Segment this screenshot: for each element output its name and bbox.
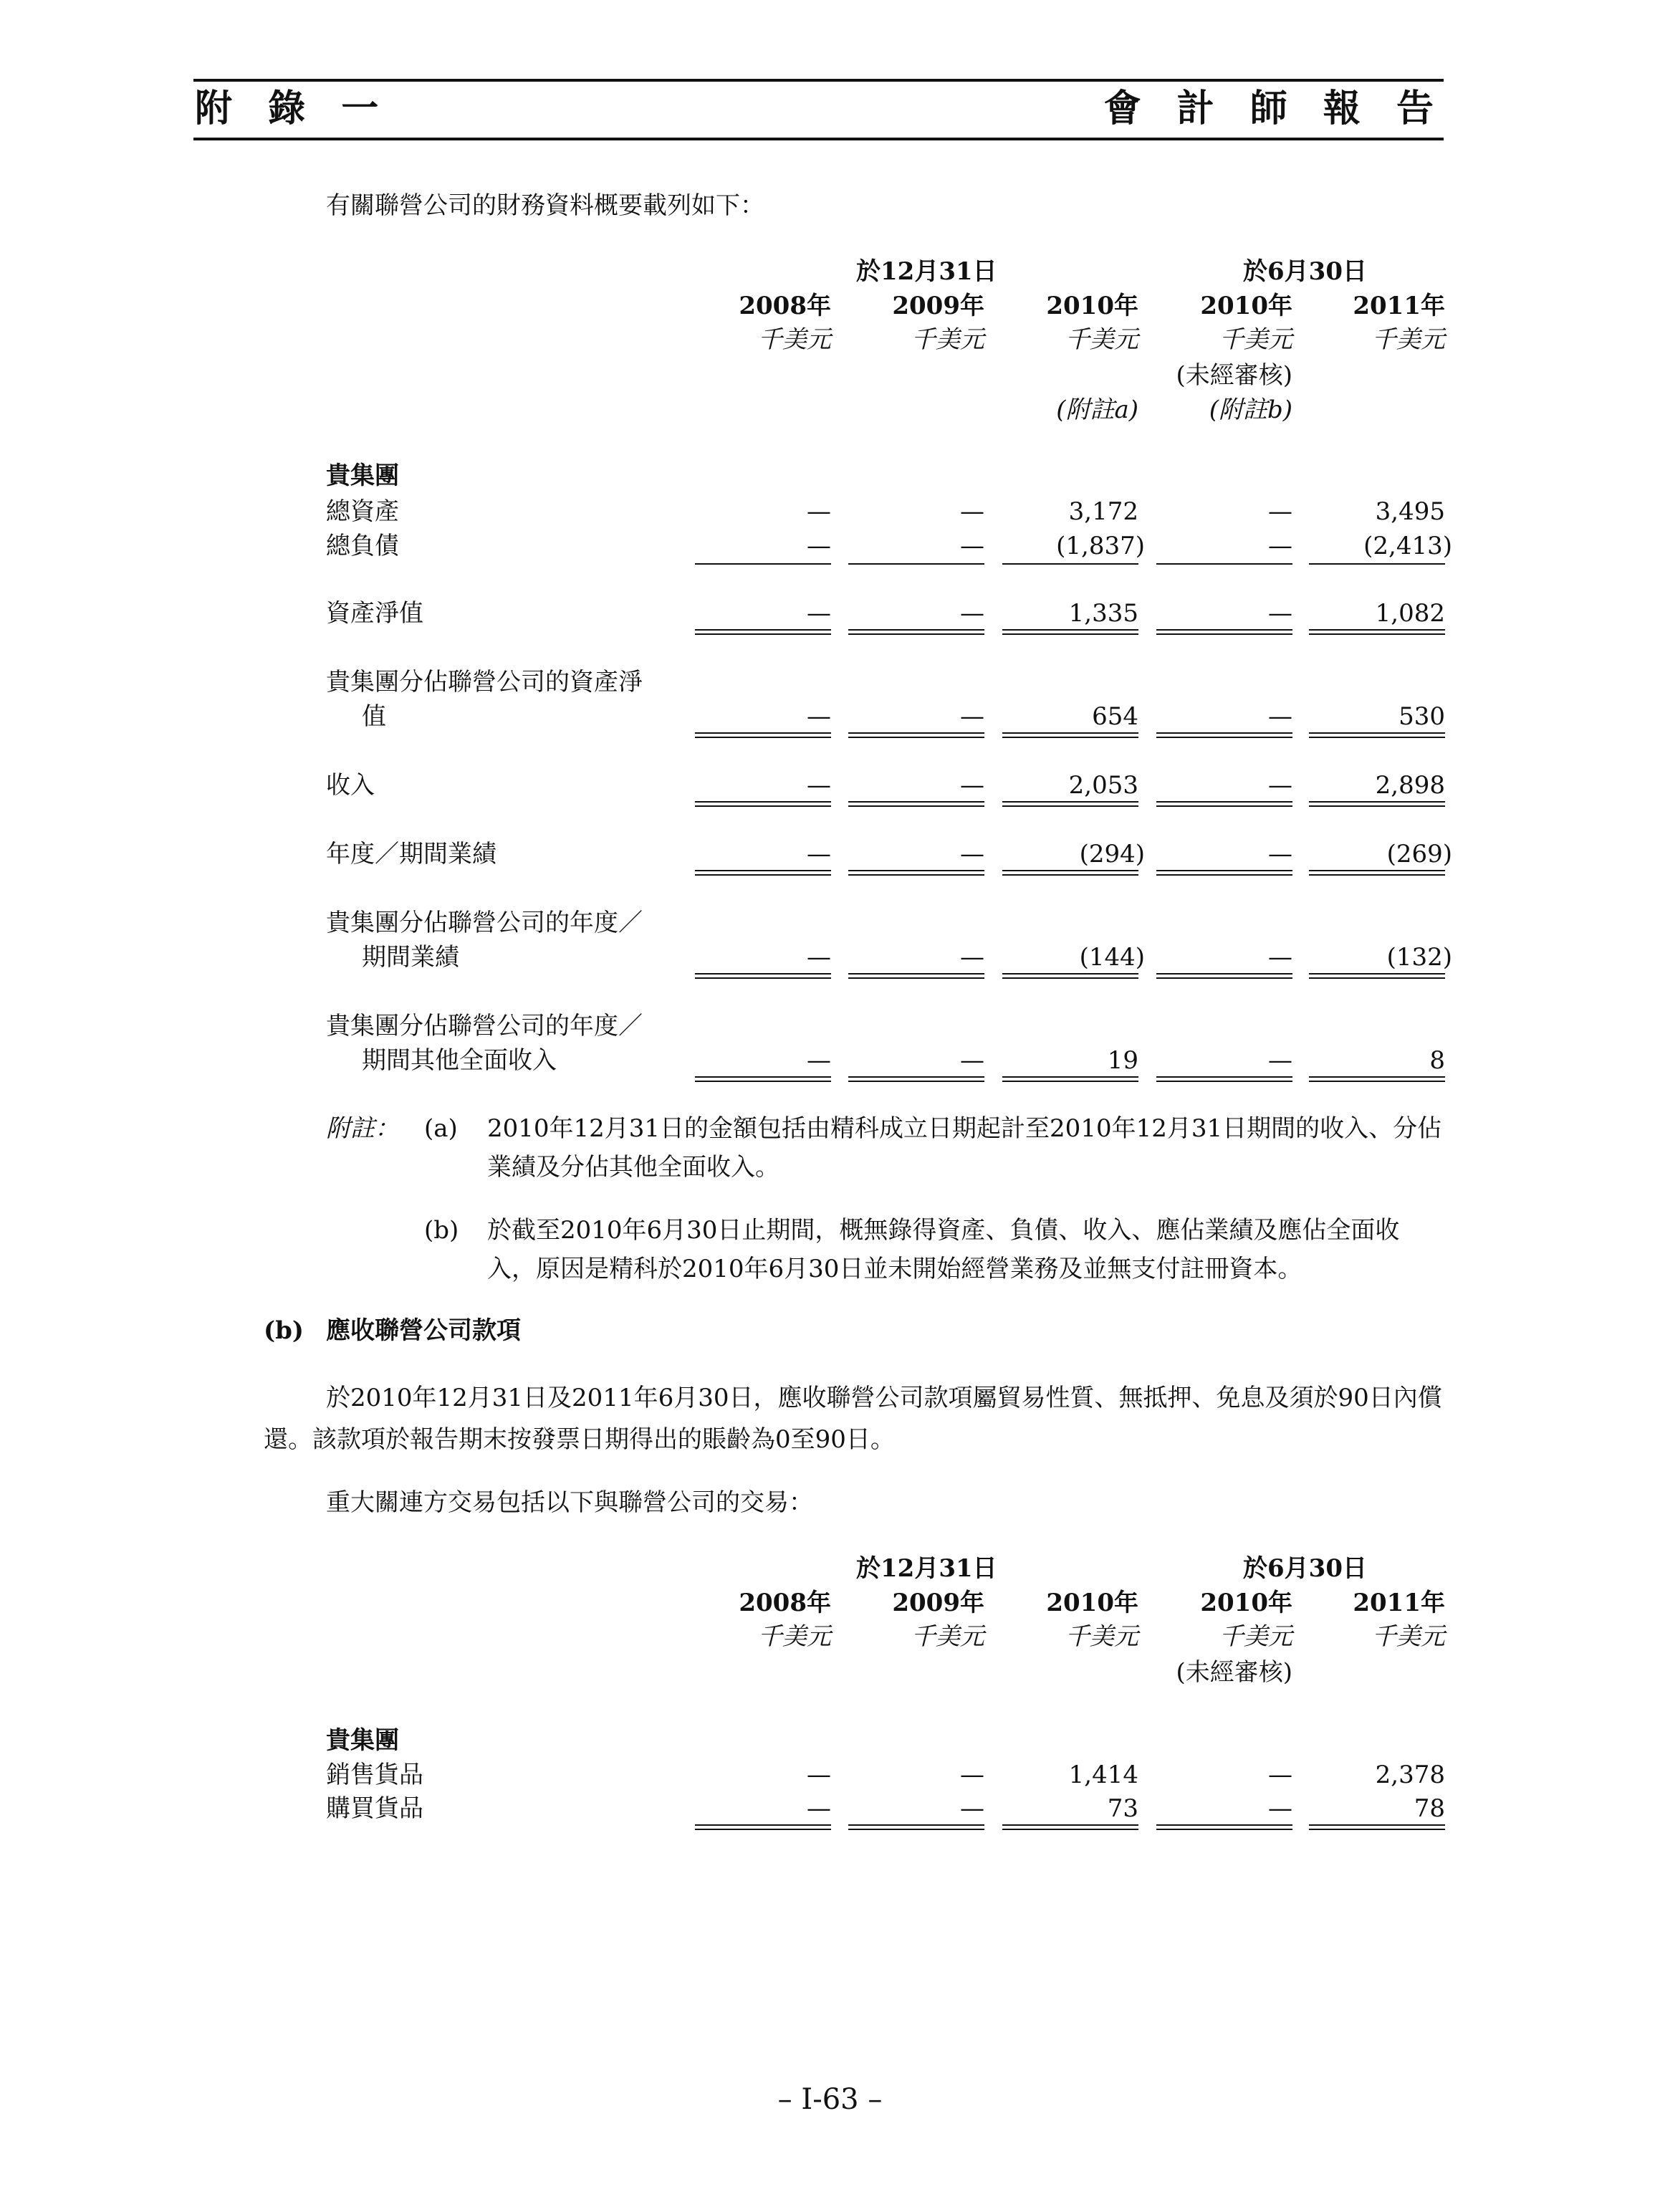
appendix-title: 附 錄 一 [195, 87, 390, 130]
cell: (2,413) [1363, 532, 1452, 560]
total-rule [848, 870, 984, 876]
header-rule-bottom [193, 138, 1444, 140]
intro-paragraph: 有關聯營公司的財務資料概要載列如下： [326, 191, 764, 220]
total-rule [695, 801, 831, 807]
total-rule [1002, 801, 1138, 807]
cell: 2,053 [1068, 771, 1138, 800]
group-header-dec-2: 於12月31日 [856, 1554, 997, 1583]
cell: — [1268, 599, 1292, 628]
total-rule [1309, 1824, 1445, 1830]
cell: 19 [1107, 1046, 1138, 1075]
cell: — [807, 1046, 831, 1075]
total-rule [695, 1824, 831, 1830]
cell: 530 [1398, 702, 1445, 731]
total-rule [1002, 629, 1138, 635]
unit-col3: 千美元 [1065, 325, 1138, 354]
cell: — [960, 840, 984, 868]
row-label-share-results-cont: 期間業績 [362, 943, 459, 972]
year-2010-jun: 2010年 [1200, 292, 1292, 320]
cell: — [1268, 771, 1292, 800]
year-2010-dec: 2010年 [1046, 292, 1138, 320]
cell: 2,378 [1375, 1761, 1445, 1789]
total-rule [1309, 870, 1445, 876]
cell: — [960, 599, 984, 628]
total-rule [848, 1824, 984, 1830]
note-a-text: 2010年12月31日的金額包括由精科成立日期起計至2010年12月31日期間的收入、分佔業績及分佔其他全面收入。 [487, 1114, 1442, 1182]
unit-col2: 千美元 [911, 1622, 984, 1651]
unit-col3: 千美元 [1065, 1622, 1138, 1651]
total-rule [1156, 870, 1292, 876]
cell: — [960, 497, 984, 526]
row-label-total-liabilities: 總負債 [326, 532, 399, 560]
note-b-key: (b) [424, 1216, 459, 1245]
cell: — [807, 497, 831, 526]
note-b-text: 於截至2010年6月30日止期間，概無錄得資產、負債、收入、應佔業績及應佔全面收入，原因是精科於2010年6月30日並未開始經營業務及並無支付註冊資本。 [487, 1216, 1400, 1283]
unit-col1: 千美元 [758, 1622, 831, 1651]
header-rule-top [193, 79, 1444, 82]
total-rule [1156, 1824, 1292, 1830]
total-rule [1002, 870, 1138, 876]
total-rule [1002, 973, 1138, 979]
cell: 78 [1414, 1794, 1445, 1823]
unit-col5: 千美元 [1372, 325, 1445, 354]
cell: 1,335 [1068, 599, 1138, 628]
cell: — [960, 702, 984, 731]
cell: 3,172 [1068, 497, 1138, 526]
section-group: 貴集團 [326, 461, 399, 490]
row-label-revenue: 收入 [326, 771, 375, 800]
row-label-net-assets: 資產淨值 [326, 599, 423, 628]
total-rule [848, 629, 984, 635]
cell: 73 [1107, 1794, 1138, 1823]
cell: — [1268, 943, 1292, 972]
cell: — [960, 1794, 984, 1823]
cell: 654 [1092, 702, 1138, 731]
cell: — [807, 1794, 831, 1823]
cell: — [807, 771, 831, 800]
row-label-results: 年度／期間業績 [326, 840, 496, 868]
total-rule [1002, 1076, 1138, 1082]
subtotal-rule [1002, 563, 1138, 565]
unit-col4: 千美元 [1219, 325, 1292, 354]
total-rule [695, 732, 831, 738]
cell: 3,495 [1375, 497, 1445, 526]
group-header-jun-2: 於6月30日 [1243, 1554, 1367, 1583]
cell: (294) [1079, 840, 1145, 868]
cell: (269) [1386, 840, 1452, 868]
total-rule [1156, 801, 1292, 807]
report-title: 會 計 師 報 告 [1103, 87, 1445, 130]
page-number: – I-63 – [777, 2083, 883, 2116]
cell: — [960, 1761, 984, 1789]
cell: 2,898 [1375, 771, 1445, 800]
total-rule [1156, 973, 1292, 979]
year-2010-dec: 2010年 [1046, 1589, 1138, 1617]
row-label-share-net-assets-cont: 值 [362, 702, 386, 731]
subtotal-rule [1156, 563, 1292, 565]
cell: — [1268, 1046, 1292, 1075]
total-rule [1309, 629, 1445, 635]
total-rule [695, 1076, 831, 1082]
note-a-ref: (附註a) [1056, 396, 1138, 424]
note-b-ref: (附註b) [1209, 396, 1292, 424]
year-2009: 2009年 [892, 292, 984, 320]
subtotal-rule [1309, 563, 1445, 565]
notes-label: 附註： [326, 1114, 399, 1143]
cell: — [807, 840, 831, 868]
unaudited-label: (未經審核) [1176, 361, 1292, 390]
cell: — [960, 771, 984, 800]
cell: — [807, 532, 831, 560]
total-rule [848, 973, 984, 979]
unit-col2: 千美元 [911, 325, 984, 354]
cell: (1,837) [1056, 532, 1145, 560]
year-2008: 2008年 [739, 292, 831, 320]
section-b-title: 應收聯營公司款項 [326, 1316, 521, 1345]
cell: — [1268, 532, 1292, 560]
cell: (144) [1079, 943, 1145, 972]
total-rule [1156, 732, 1292, 738]
total-rule [695, 629, 831, 635]
total-rule [695, 973, 831, 979]
cell: — [1268, 1794, 1292, 1823]
cell: 8 [1429, 1046, 1445, 1075]
cell: — [1268, 840, 1292, 868]
year-2011: 2011年 [1353, 1589, 1445, 1617]
unit-col1: 千美元 [758, 325, 831, 354]
cell: (132) [1386, 943, 1452, 972]
total-rule [1002, 732, 1138, 738]
section-b-key: (b) [264, 1316, 304, 1345]
cell: — [807, 943, 831, 972]
section-b-paragraph: 於2010年12月31日及2011年6月30日，應收聯營公司款項屬貿易性質、無抵押、免息及須於90日內償還。該款項於報告期末按發票日期得出的賬齡為0至90日。 [264, 1384, 1442, 1454]
row-label-sales: 銷售貨品 [326, 1761, 423, 1789]
subtotal-rule [848, 563, 984, 565]
cell: 1,414 [1068, 1761, 1138, 1789]
row-label-share-oci: 貴集團分佔聯營公司的年度／ [326, 1012, 643, 1040]
row-label-share-results: 貴集團分佔聯營公司的年度／ [326, 909, 643, 937]
cell: — [1268, 1761, 1292, 1789]
total-rule [695, 870, 831, 876]
cell: 1,082 [1375, 599, 1445, 628]
total-rule [1309, 732, 1445, 738]
unit-col4: 千美元 [1219, 1622, 1292, 1651]
unit-col5: 千美元 [1372, 1622, 1445, 1651]
row-label-total-assets: 總資產 [326, 497, 399, 526]
row-label-purchases: 購買貨品 [326, 1794, 423, 1823]
total-rule [848, 732, 984, 738]
year-2009: 2009年 [892, 1589, 984, 1617]
total-rule [1309, 1076, 1445, 1082]
total-rule [1156, 1076, 1292, 1082]
cell: — [960, 532, 984, 560]
row-label-share-net-assets: 貴集團分佔聯營公司的資產淨 [326, 668, 643, 696]
cell: — [1268, 497, 1292, 526]
total-rule [848, 1076, 984, 1082]
year-2008: 2008年 [739, 1589, 831, 1617]
total-rule [1002, 1824, 1138, 1830]
total-rule [1309, 801, 1445, 807]
cell: — [807, 702, 831, 731]
note-a-key: (a) [424, 1114, 458, 1143]
total-rule [1309, 973, 1445, 979]
subtotal-rule [695, 563, 831, 565]
group-header-jun: 於6月30日 [1243, 257, 1367, 286]
related-party-intro: 重大關連方交易包括以下與聯營公司的交易： [326, 1488, 813, 1517]
year-2010-jun: 2010年 [1200, 1589, 1292, 1617]
total-rule [1156, 629, 1292, 635]
cell: — [960, 943, 984, 972]
cell: — [807, 599, 831, 628]
section-group-2: 貴集團 [326, 1726, 399, 1755]
group-header-dec: 於12月31日 [856, 257, 997, 286]
row-label-share-oci-cont: 期間其他全面收入 [362, 1046, 557, 1075]
total-rule [848, 801, 984, 807]
cell: — [1268, 702, 1292, 731]
year-2011: 2011年 [1353, 292, 1445, 320]
unaudited-label-2: (未經審核) [1176, 1658, 1292, 1687]
cell: — [807, 1761, 831, 1789]
cell: — [960, 1046, 984, 1075]
